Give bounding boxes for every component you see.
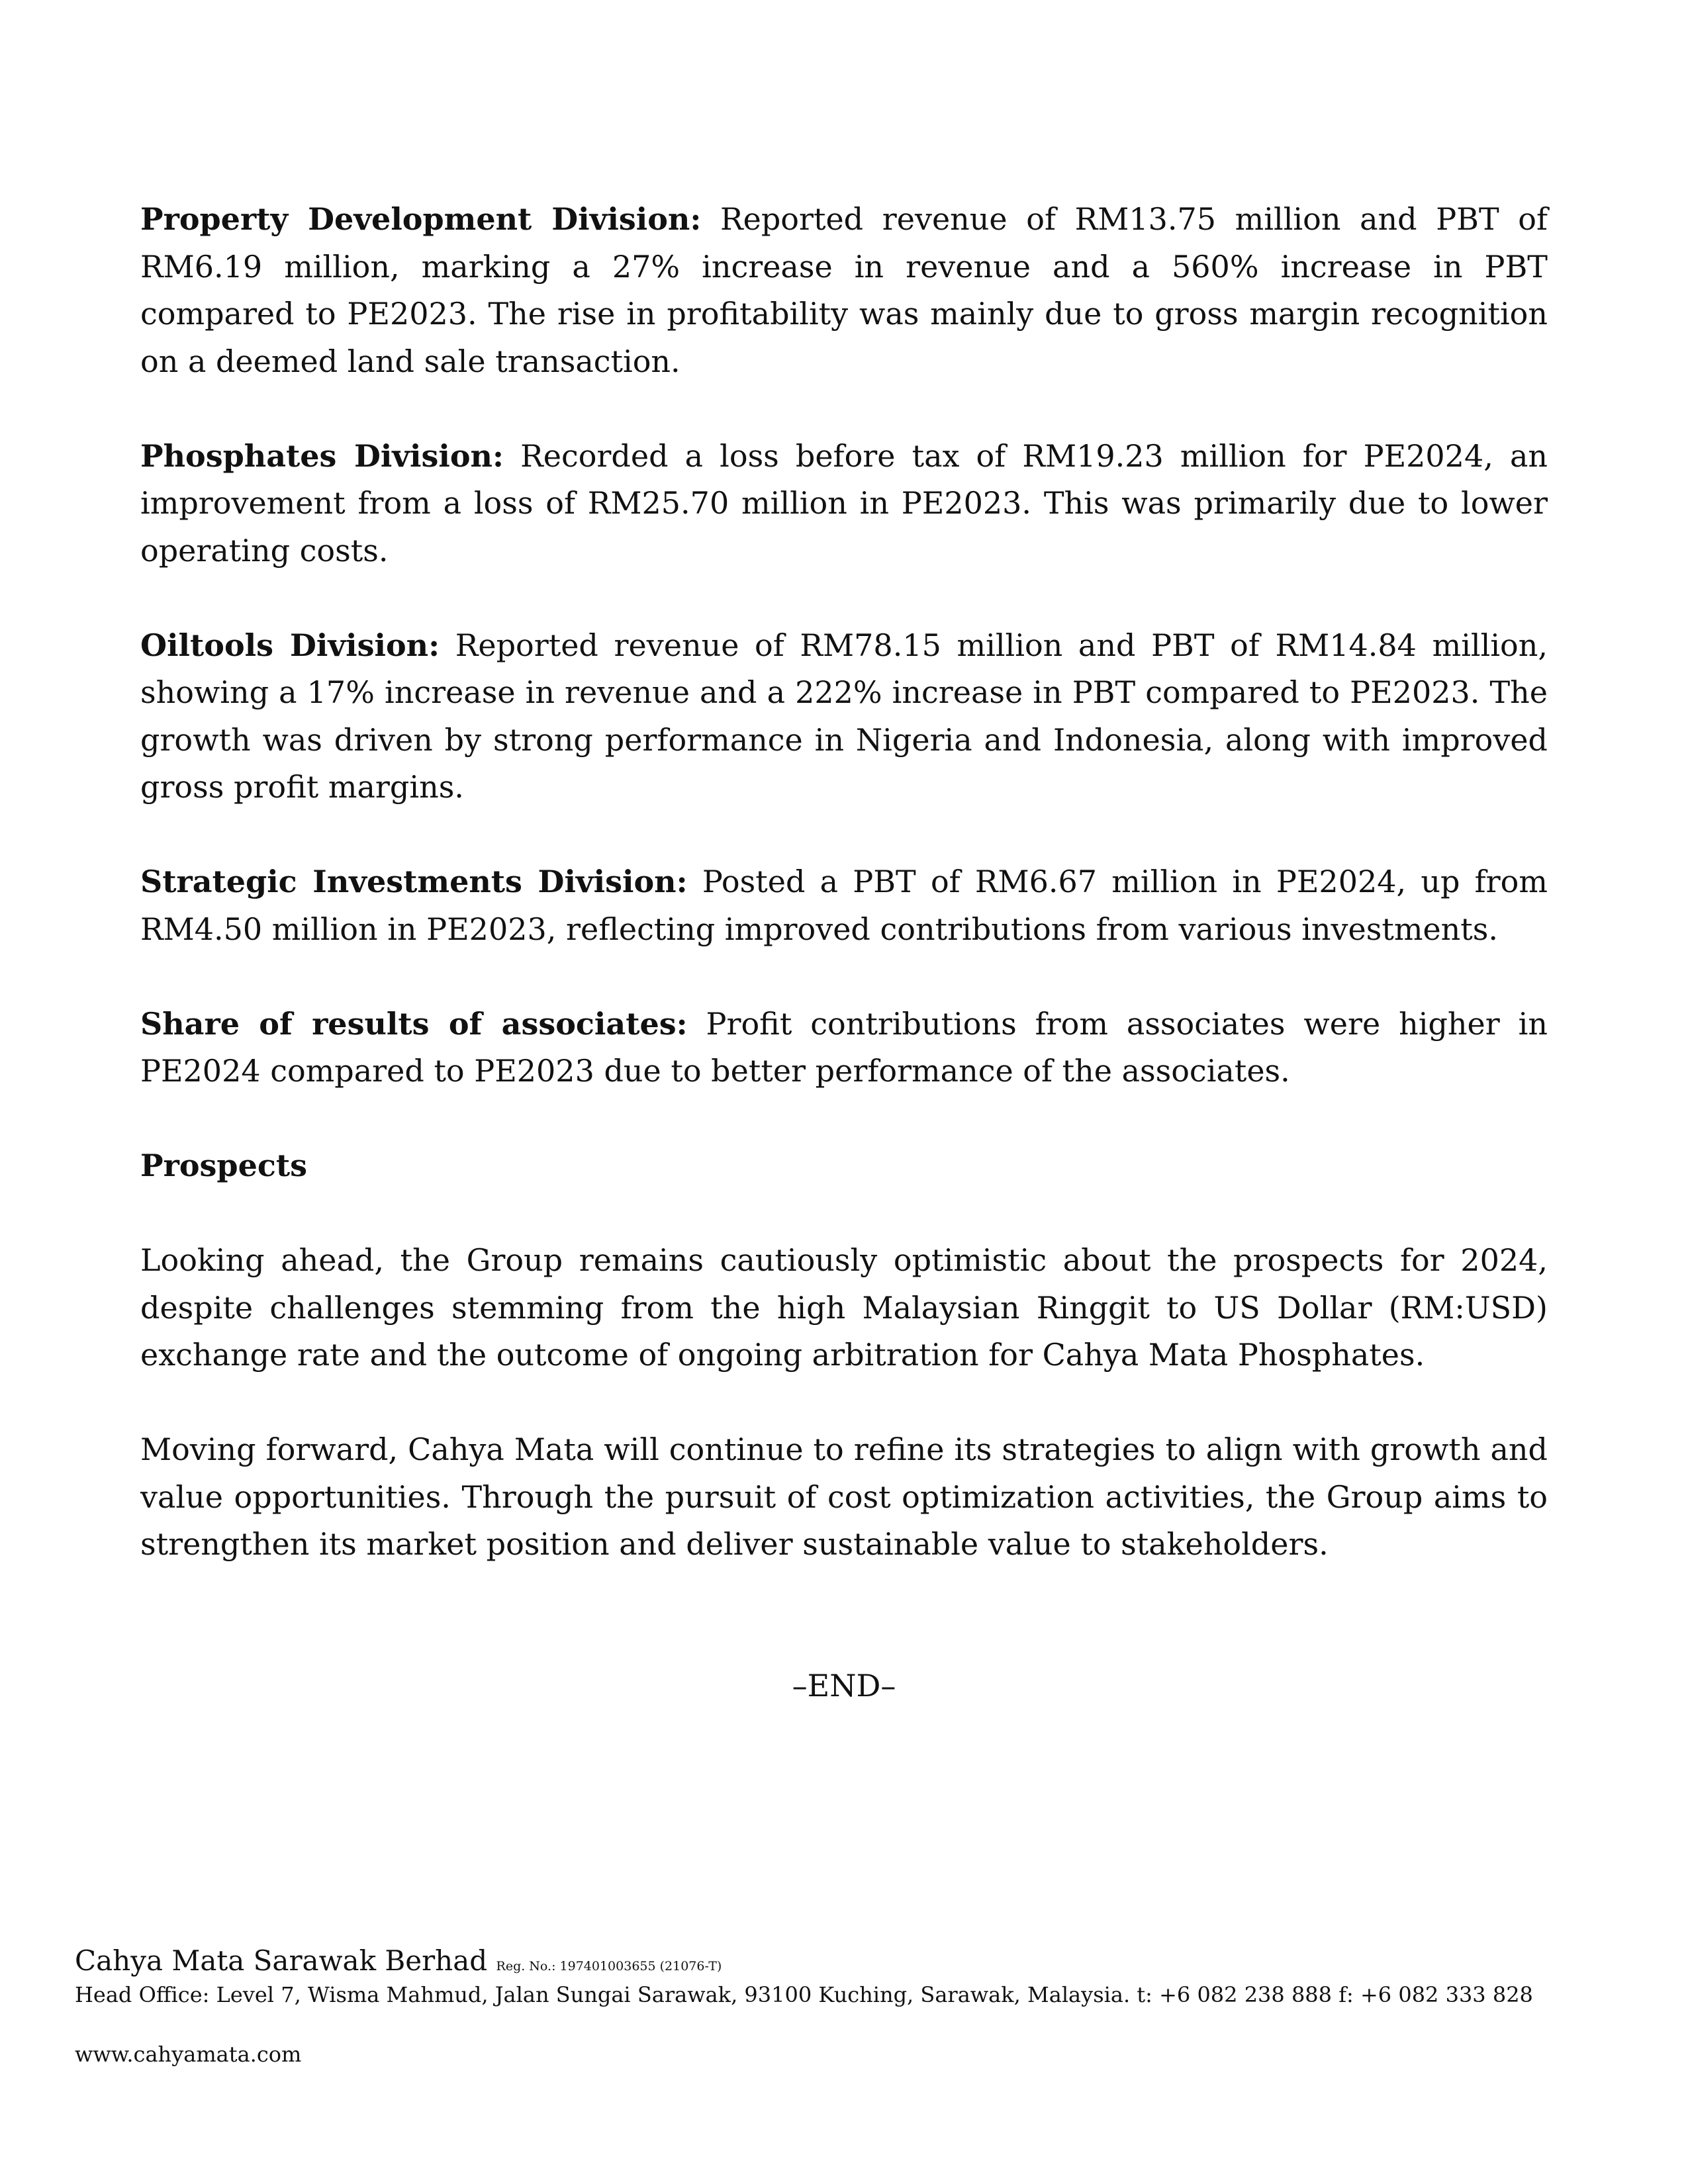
section-label: Strategic Investments Division: — [140, 864, 688, 899]
section-label: Oiltools Division: — [140, 627, 440, 663]
section-text: Posted a PBT of RM6.67 million in PE2024, up from RM4.50 million in PE2023, reflecting improved contributions from various investments. — [140, 864, 1548, 947]
section-label: Phosphates Division: — [140, 437, 504, 474]
prospects-heading: Prospects — [140, 1148, 307, 1183]
section-text: Reported revenue of RM78.15 million and PBT of RM14.84 million, showing a 17% increase in revenue and a 222% increase in PBT compared to PE2023. The growth was driven by strong performance in Nigeria and Indonesia, along with improved gross profit margins. — [140, 627, 1548, 805]
phosphates-paragraph — [140, 433, 1548, 575]
property-development-paragraph — [140, 196, 1548, 385]
strategic-investments-paragraph — [140, 858, 1548, 953]
prospects-paragraph-strategy: Moving forward, Cahya Mata will continue to refine its strategies to align with growth and value opportunities. Through the pursuit of cost optimization activities, the Group aims to strengthen its market position and deliver sustainable value to stakeholders. — [140, 1432, 1548, 1562]
head-office-address: Head Office: Level 7, Wisma Mahmud, Jalan Sungai Sarawak, 93100 Kuching, Sarawak, Malaysia. t: +6 082 238 888 f: +6 082 333 828 — [75, 1982, 1533, 2007]
section-text: Reported revenue of RM13.75 million and PBT of RM6.19 million, marking a 27% increase in revenue and a 560% increase in PBT compared to PE2023. The rise in profitability was mainly due to gross margin recognition on a deemed land sale transaction. — [140, 201, 1548, 379]
prospects-paragraph-outlook: Looking ahead, the Group remains cautiously optimistic about the prospects for 2024, despite challenges stemming from the high Malaysian Ringgit to US Dollar (RM:USD) exchange rate and the outcome of ongoing arbitration for Cahya Mata Phosphates. — [140, 1242, 1548, 1373]
website-link[interactable]: www.cahyamata.com — [75, 2042, 302, 2067]
section-label: Share of results of associates: — [140, 1005, 688, 1042]
registration-number: Reg. No.: 197401003655 (21076-T) — [496, 1959, 722, 1974]
page-footer — [75, 1942, 1617, 2070]
document-body — [140, 196, 1548, 1615]
footer-company-line — [75, 1942, 1617, 1979]
section-text: Profit contributions from associates were higher in PE2024 compared to PE2023 due to better performance of the associates. — [140, 1005, 1548, 1089]
section-text: Recorded a loss before tax of RM19.23 million for PE2024, an improvement from a loss of RM25.70 million in PE2023. This was primarily due to lower operating costs. — [140, 437, 1548, 569]
end-marker: –END– — [792, 1668, 896, 1704]
associates-paragraph — [140, 1001, 1548, 1095]
section-label: Property Development Division: — [140, 201, 702, 237]
oiltools-paragraph — [140, 622, 1548, 811]
company-name: Cahya Mata Sarawak Berhad — [75, 1944, 488, 1977]
